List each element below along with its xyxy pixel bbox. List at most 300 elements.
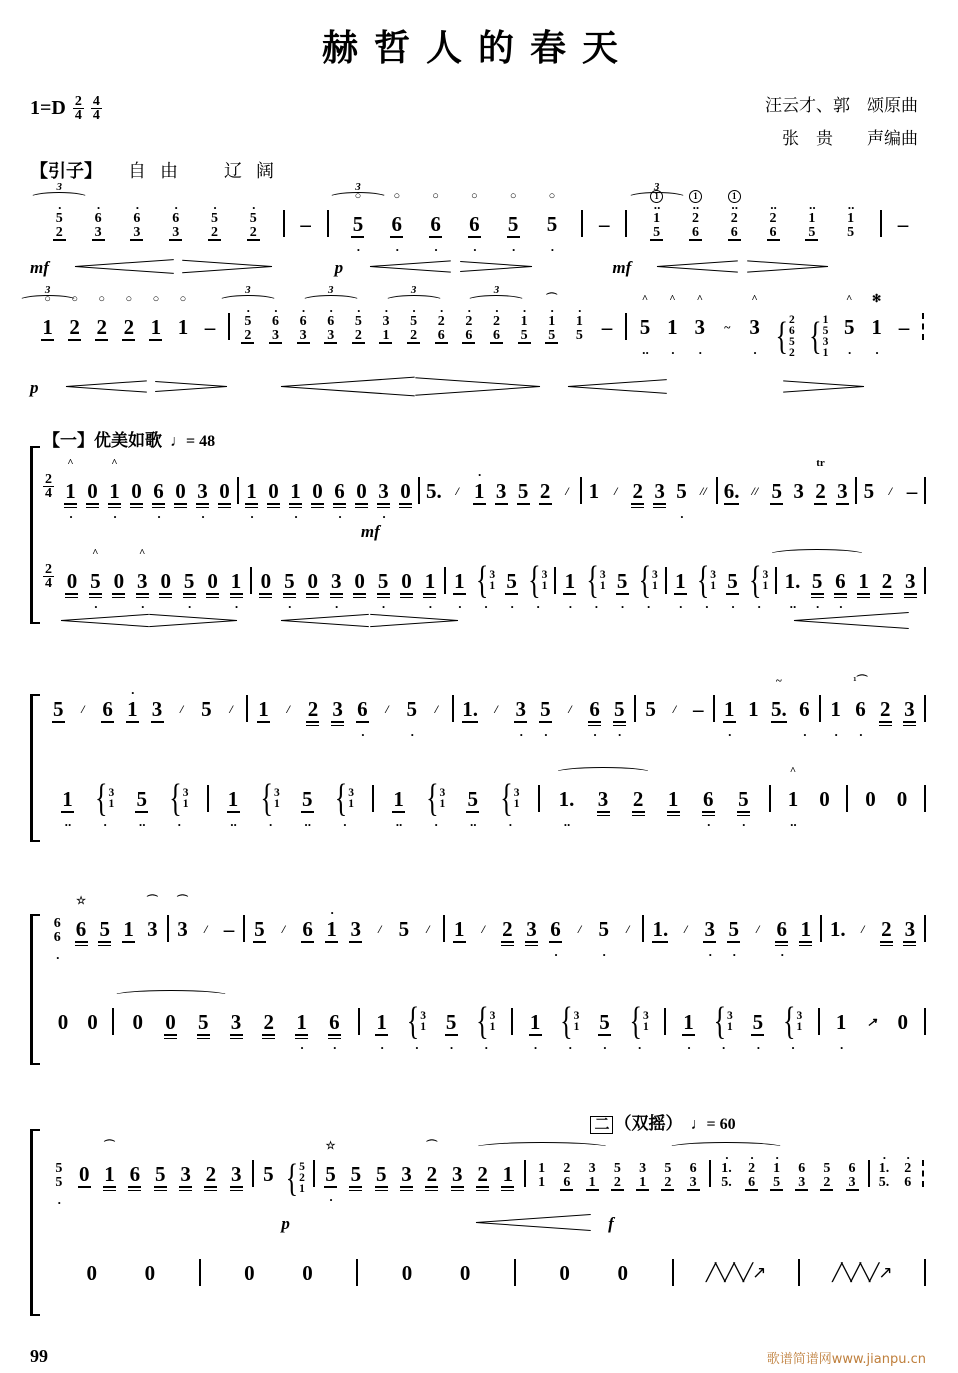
octave-dots-below — [832, 1294, 891, 1305]
octave-dots-above — [505, 561, 518, 569]
measure — [627, 181, 880, 259]
measure — [43, 764, 207, 831]
octave-dots-above — [905, 471, 918, 479]
ornament-mark — [903, 674, 916, 689]
note-cell — [618, 894, 637, 961]
note-cell — [423, 456, 445, 523]
note-text: 3 — [231, 1162, 242, 1187]
ornament-mark — [381, 674, 394, 689]
octave-dots-above — [392, 779, 405, 787]
note-text — [767, 212, 780, 239]
note-text: 6 — [153, 479, 164, 504]
beam-underlines — [490, 342, 503, 351]
note-cell — [53, 987, 72, 1054]
ornament-mark — [600, 292, 613, 307]
octave-dots-below: · — [234, 599, 238, 615]
beam-underlines — [904, 593, 917, 602]
octave-dots-above: · — [96, 200, 100, 216]
note-text: 3 — [451, 1162, 463, 1187]
octave-dots-above — [693, 307, 706, 315]
octave-dots-below — [901, 1198, 914, 1209]
octave-dots-below: · — [815, 599, 819, 615]
note-text — [573, 315, 586, 342]
system — [30, 894, 926, 1075]
note-text: 1 — [123, 917, 134, 942]
beam-underlines — [652, 941, 668, 950]
chord: 3 1 — [489, 569, 496, 593]
ornament-mark — [286, 1139, 305, 1154]
octave-dots-above — [295, 1002, 308, 1010]
octave-dots-above — [306, 689, 319, 697]
octave-dots-below: · — [102, 817, 107, 833]
octave-dots-above — [653, 471, 666, 479]
octave-dots-above — [135, 779, 148, 787]
ornament-mark — [101, 674, 114, 689]
beam-underlines — [897, 339, 910, 348]
note-text: 1. — [652, 917, 669, 942]
octave-dots-above — [421, 909, 434, 917]
octave-dots-above — [267, 471, 280, 479]
beam-underlines — [751, 941, 764, 950]
arpeggio: { 5 2 1 — [285, 1156, 305, 1200]
ornament-mark — [56, 987, 69, 1002]
ornament-mark — [262, 1139, 275, 1154]
octave-dots-above — [259, 561, 272, 569]
measure — [254, 1139, 313, 1215]
note-text — [241, 315, 254, 342]
note-cell — [802, 189, 821, 259]
octave-dots-above — [682, 1002, 695, 1010]
octave-dots-above — [95, 307, 108, 315]
dynamics-row — [30, 260, 926, 280]
note-cell — [832, 987, 851, 1054]
note-cell — [171, 456, 190, 523]
octave-dots-above — [904, 561, 917, 569]
ornament-mark: ☆ — [325, 1140, 336, 1153]
beam-underlines — [324, 342, 337, 351]
note-text: 6 — [430, 212, 441, 237]
beam-underlines — [52, 721, 65, 730]
note-text: 5 — [398, 917, 410, 942]
ornament-mark — [799, 894, 812, 909]
ornament-mark — [143, 1238, 156, 1253]
octave-dots-above — [639, 307, 652, 315]
ornament-mark — [631, 456, 644, 471]
octave-dots-below — [490, 351, 503, 362]
octave-dots-below — [905, 512, 918, 523]
note-cell — [525, 546, 550, 613]
beam-underlines — [518, 342, 531, 351]
octave-dots-below — [692, 730, 705, 741]
measure — [30, 181, 283, 259]
octave-dots-above — [400, 1154, 413, 1162]
note-cell — [426, 189, 445, 256]
octave-dots-above — [353, 561, 366, 569]
octave-dots-above — [154, 1154, 167, 1162]
ornament-mark — [179, 1139, 192, 1154]
note-text: 1 — [393, 787, 404, 812]
octave-dots-above — [529, 1002, 542, 1010]
beam-underlines — [301, 1285, 314, 1294]
ornament-mark — [330, 546, 343, 561]
note-cell — [151, 1139, 170, 1206]
chord: 3 1 — [541, 569, 548, 593]
ornament-mark — [375, 1139, 388, 1154]
note-cell — [161, 987, 180, 1054]
chord: 1 5 — [653, 211, 661, 240]
octave-dots-below — [400, 1294, 413, 1305]
note-cell — [808, 546, 827, 613]
octave-dots-above — [786, 779, 799, 787]
beam-underlines — [770, 503, 783, 512]
note-text: 1 — [787, 787, 799, 812]
note-text — [775, 315, 794, 359]
ornament-mark — [200, 674, 213, 689]
beam-underlines — [517, 503, 530, 512]
note-cell — [724, 894, 743, 961]
note-text: 3 — [180, 1162, 191, 1187]
ornament-mark: ^ — [846, 293, 853, 306]
ornament-mark — [652, 894, 668, 909]
note-cell — [146, 292, 165, 359]
beam-underlines — [476, 1186, 489, 1195]
note-text: 1 — [667, 787, 679, 812]
note-text — [901, 1162, 914, 1189]
octave-dots-above — [832, 1253, 891, 1261]
octave-dots-below: · — [727, 727, 731, 743]
note-text — [324, 315, 337, 342]
note-cell — [843, 1139, 862, 1209]
note-text — [285, 1156, 305, 1200]
octave-dots-below — [679, 950, 692, 961]
beam-underlines — [151, 721, 164, 730]
beam-underlines — [397, 941, 410, 950]
note-text: 2 — [632, 479, 643, 504]
octave-dots-above — [896, 204, 909, 212]
ornament-mark — [204, 1139, 217, 1154]
octave-dots-above — [674, 561, 687, 569]
octave-dots-below: · — [156, 509, 161, 525]
slur-arc: 3 — [218, 295, 277, 306]
beam-underlines — [53, 239, 66, 248]
beam-underlines — [159, 593, 172, 602]
octave-dots-above — [227, 779, 240, 787]
octave-dots-above — [697, 471, 710, 479]
ornament-mark — [692, 674, 705, 689]
octave-dots-above — [644, 689, 657, 697]
ornament-mark — [747, 674, 760, 689]
chord: 6 3 — [94, 211, 102, 240]
note-cell — [72, 894, 91, 961]
octave-dots-above — [112, 561, 125, 569]
chord: 1 5 — [808, 211, 816, 240]
note-text — [269, 315, 282, 342]
note-text: 5 — [445, 1010, 457, 1035]
slur-arc: 3 — [328, 192, 387, 203]
note-text: 1 — [258, 697, 269, 722]
note-text: 5 — [506, 569, 517, 594]
note-text: 5 — [727, 569, 738, 594]
octave-dots-below — [230, 1195, 243, 1206]
octave-dots-below — [430, 730, 443, 741]
measure — [43, 674, 246, 741]
note-text: – — [300, 212, 311, 237]
note-text: 1 — [800, 917, 811, 942]
beam-underlines — [896, 236, 909, 245]
octave-dots-below — [650, 248, 663, 259]
note-text: 0 — [219, 479, 230, 504]
ornament-mark — [225, 674, 238, 689]
note-text: 0 — [617, 1261, 629, 1286]
note-text: 1 — [502, 1162, 514, 1187]
octave-dots-below: · — [756, 599, 761, 615]
octave-dots-below: · — [550, 242, 554, 258]
octave-dots-above — [903, 909, 916, 917]
ornament-mark: ○ — [125, 293, 133, 306]
octave-dots-below — [311, 512, 324, 523]
note-text: 1 — [246, 479, 257, 504]
octave-dots-below — [230, 1043, 243, 1054]
ornament-mark — [301, 894, 314, 909]
beam-underlines — [600, 339, 613, 348]
slur-arc: 3 — [384, 295, 443, 306]
octave-dots-below: · — [874, 345, 879, 361]
measure — [374, 764, 538, 831]
beam-underlines — [78, 1186, 91, 1195]
ornament-mark — [751, 987, 764, 1002]
octave-dots-above — [880, 561, 893, 569]
note-text: / — [626, 922, 630, 937]
octave-dots-above — [798, 689, 811, 697]
octave-dots-above — [356, 689, 369, 697]
dynamic-mark: mf — [360, 522, 380, 542]
octave-dots-above — [331, 689, 344, 697]
chord: 5 5 — [55, 1161, 63, 1190]
octave-dots-below: · — [93, 599, 98, 615]
ornament-mark: ○ — [179, 293, 187, 306]
note-cell — [238, 284, 257, 362]
arpeggio: { 3 1 — [169, 776, 189, 821]
note-text — [169, 212, 182, 239]
ornament-mark — [430, 674, 443, 689]
note-cell — [711, 987, 736, 1054]
ornament-mark — [349, 1139, 362, 1154]
measure — [516, 1238, 672, 1305]
note-cell — [628, 456, 647, 523]
beam-underlines — [561, 503, 574, 512]
note-text: / — [494, 702, 498, 717]
note-text — [51, 917, 64, 944]
ornament-mark — [267, 456, 280, 471]
chord: 3 1 — [710, 569, 717, 593]
octave-dots-below — [896, 1043, 909, 1054]
note-cell — [156, 546, 175, 613]
octave-dots-below — [586, 1198, 599, 1209]
note-text: / — [684, 922, 688, 937]
ornament-mark — [227, 764, 240, 779]
note-cell — [292, 987, 311, 1054]
octave-dots-below: · — [543, 727, 548, 743]
octave-dots-above — [146, 909, 159, 917]
octave-dots-below — [903, 730, 916, 741]
slur-arc — [555, 767, 652, 778]
octave-dots-above — [561, 471, 574, 479]
octave-dots-below: · — [802, 727, 807, 743]
beam-underlines — [473, 503, 486, 512]
note-text: 1. — [829, 917, 846, 942]
page-footer — [30, 1346, 926, 1367]
octave-dots-below — [175, 730, 188, 741]
note-text: / — [434, 702, 439, 717]
octave-dots-below: · — [287, 599, 292, 615]
ornament-mark: ○ — [509, 190, 517, 203]
note-cell — [95, 894, 114, 961]
octave-dots-above: · — [251, 200, 255, 216]
chord: 3 1 — [274, 787, 280, 811]
ornament-mark — [727, 894, 740, 909]
beam-underlines — [459, 1285, 472, 1294]
note-cell — [256, 546, 275, 613]
note-text — [586, 558, 606, 603]
chord: 3 1 — [382, 314, 390, 343]
staff — [43, 764, 926, 852]
note-text: 1 — [42, 315, 53, 340]
octave-dots-above — [724, 471, 740, 479]
octave-dots-above — [632, 779, 645, 787]
octave-dots-above — [176, 307, 189, 315]
note-cell — [227, 1139, 246, 1206]
note-cell — [227, 987, 246, 1054]
octave-dots-below — [159, 602, 172, 613]
barline — [924, 915, 926, 942]
note-text: 0 — [302, 1261, 313, 1286]
beam-underlines — [92, 239, 105, 248]
note-cell — [850, 674, 870, 741]
ornament-mark — [675, 456, 688, 471]
ornament-mark: ^ — [669, 293, 676, 306]
note-cell — [303, 674, 322, 741]
barline — [924, 1259, 926, 1286]
note-text — [749, 558, 769, 603]
note-text: 1 — [473, 479, 485, 504]
ornament-mark — [377, 456, 390, 471]
note-cell — [166, 189, 185, 259]
octave-dots-above — [507, 204, 520, 212]
score-line — [30, 284, 926, 379]
note-cell — [49, 674, 68, 741]
note-cell — [874, 1139, 893, 1209]
note-cell — [902, 456, 921, 523]
measure — [245, 894, 443, 961]
octave-dots-below — [535, 1198, 548, 1209]
octave-dots-below — [352, 351, 365, 362]
note-cell — [397, 1238, 416, 1305]
octave-dots-above — [225, 689, 238, 697]
ornament-mark — [529, 987, 542, 1002]
octave-dots-below — [53, 248, 66, 259]
note-cell — [166, 764, 191, 831]
note-cell — [222, 674, 241, 741]
ornament-mark — [306, 674, 319, 689]
note-text: 5 — [198, 1010, 209, 1035]
beam-underlines — [895, 811, 908, 820]
chord: 1 5 — [847, 211, 855, 240]
note-text: / — [81, 702, 85, 717]
beam-underlines — [208, 239, 221, 248]
arpeggio: { 3 1 — [782, 999, 803, 1044]
note-text — [462, 315, 475, 342]
beam-underlines — [495, 503, 508, 512]
octave-dots-below — [253, 950, 266, 961]
note-text — [435, 315, 448, 342]
beam-underlines — [621, 941, 634, 950]
note-text: 1 — [109, 479, 120, 504]
beam-underlines — [609, 503, 622, 512]
ornament-mark — [453, 546, 466, 561]
beam-underlines — [616, 1285, 629, 1294]
note-cell — [308, 456, 327, 523]
note-text: 5. — [770, 697, 787, 722]
note-text: 3 — [749, 315, 760, 340]
measure — [358, 1238, 514, 1305]
note-cell — [595, 987, 614, 1054]
note-text: 6 — [75, 917, 87, 942]
note-text: / — [426, 922, 430, 937]
octave-dots-below — [95, 348, 108, 359]
ornament-mark — [98, 894, 111, 909]
octave-dots-below — [720, 1198, 733, 1209]
note-cell — [647, 181, 666, 259]
note-cell — [61, 456, 80, 523]
octave-dots-below — [809, 368, 828, 379]
note-text: 5 — [284, 569, 295, 594]
octave-dots-below — [767, 248, 780, 259]
note-cell — [422, 1139, 441, 1206]
note-cell — [694, 546, 719, 613]
chord: 1. 5. — [878, 1161, 890, 1190]
octave-dots-below — [525, 950, 538, 961]
note-text: 5 — [843, 315, 855, 340]
ornament-mark — [477, 894, 490, 909]
note-cell — [511, 674, 530, 741]
ornament-mark — [505, 546, 518, 561]
note-text: 5 — [377, 569, 389, 594]
octave-dots-above — [563, 689, 576, 697]
note-cell — [636, 292, 655, 359]
chord: 5 2 — [664, 1161, 672, 1190]
note-text — [846, 1162, 859, 1189]
octave-dots-below — [349, 1195, 362, 1206]
note-cell — [83, 456, 102, 523]
page-number: 99 — [30, 1346, 48, 1367]
chord: 5 2 — [410, 314, 418, 343]
ornament-mark — [706, 1238, 765, 1253]
arpeggio: { 3 1 — [406, 999, 426, 1044]
chord: 6 3 — [798, 1161, 806, 1190]
ornament-mark: tr — [816, 457, 825, 470]
note-text: 0 — [144, 1261, 156, 1286]
octave-dots-below — [451, 1195, 464, 1206]
note-text: 3 — [515, 697, 527, 722]
note-cell — [876, 674, 895, 741]
octave-dots-below: · — [752, 345, 757, 361]
note-text: 1. — [784, 569, 801, 594]
chord: 1 5 3 1 — [822, 314, 829, 360]
note-text: / — [286, 702, 290, 717]
octave-dots-above — [609, 471, 622, 479]
note-text: 5 — [811, 569, 823, 594]
octave-dots-above — [751, 1002, 764, 1010]
